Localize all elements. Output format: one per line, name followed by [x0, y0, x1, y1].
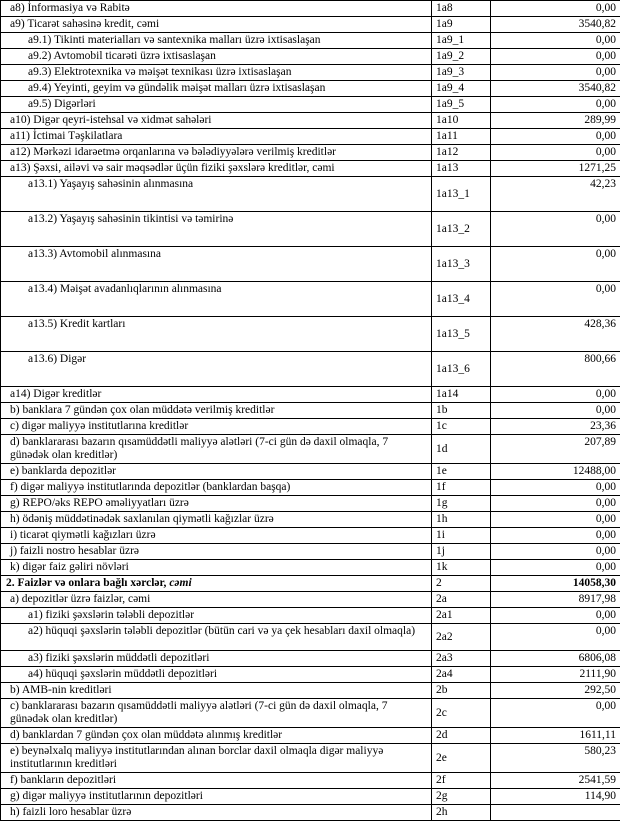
table-row [1, 161, 620, 177]
label-text: a12) Mərkəzi idarəetmə orqanlarına və bələdiyyələrə verilmiş kreditlər [10, 146, 336, 158]
row-code: 1j [432, 544, 491, 560]
row-value: 0,00 [491, 65, 620, 81]
row-code: 1h [432, 512, 491, 528]
row-label [1, 789, 432, 805]
row-code: 2e [432, 744, 491, 773]
table-row [1, 624, 620, 651]
row-label [1, 113, 432, 129]
table-row [1, 419, 620, 435]
row-value: 0,00 [491, 624, 620, 651]
table-row [1, 560, 620, 576]
table-row [1, 480, 620, 496]
table-row [1, 247, 620, 282]
row-value: 0,00 [491, 387, 620, 403]
row-value: 3540,82 [491, 17, 620, 33]
row-value: 6806,08 [491, 651, 620, 667]
row-value: 0,00 [491, 282, 620, 317]
label-text: a9) Ticarət sahəsinə kredit, cəmi [10, 18, 160, 30]
row-value: 1271,25 [491, 161, 620, 177]
label-text: a) depozitlər üzrə faizlər, cəmi [10, 593, 151, 605]
table-row [1, 699, 620, 728]
row-code: 1a9 [432, 17, 491, 33]
row-value: 292,50 [491, 683, 620, 699]
row-label [1, 464, 432, 480]
row-value: 0,00 [491, 608, 620, 624]
row-code: 1a13_3 [432, 247, 491, 282]
row-value: 0,00 [491, 496, 620, 512]
table-row [1, 744, 620, 773]
row-code: 2c [432, 699, 491, 728]
row-code: 1c [432, 419, 491, 435]
row-value: 1611,11 [491, 728, 620, 744]
row-code: 1a12 [432, 145, 491, 161]
label-text: a1) fiziki şəxslərin tələbli depozitlər [28, 609, 195, 621]
table-row [1, 282, 620, 317]
table-row [1, 576, 620, 592]
row-code: 1a9_5 [432, 97, 491, 113]
row-value: 14058,30 [491, 576, 620, 592]
row-code: 1g [432, 496, 491, 512]
table-row [1, 528, 620, 544]
row-value: 207,89 [491, 435, 620, 464]
table-row [1, 789, 620, 805]
table-row [1, 1, 620, 17]
row-value: 289,99 [491, 113, 620, 129]
row-code: 1a13_6 [432, 352, 491, 387]
table-row [1, 805, 620, 821]
row-label [1, 145, 432, 161]
row-code: 2 [432, 576, 491, 592]
row-code: 1i [432, 528, 491, 544]
row-value: 0,00 [491, 480, 620, 496]
row-label [1, 651, 432, 667]
row-code: 1a10 [432, 113, 491, 129]
table-row [1, 667, 620, 683]
row-label [1, 699, 432, 728]
label-text: a2) hüquqi şəxslərin tələbli depozitlər (bütün cari və ya çek hesabları daxil olmaqla) [28, 625, 416, 637]
row-value: 0,00 [491, 528, 620, 544]
row-value: 3540,82 [491, 81, 620, 97]
label-text: a13.3) Avtomobil alınmasına [28, 248, 161, 260]
row-value: 0,00 [491, 145, 620, 161]
label-text: a13) Şəxsi, ailəvi və sair məqsədlər üçün fiziki şəxslərə kreditlər, cəmi [10, 162, 335, 174]
row-value: 114,90 [491, 789, 620, 805]
row-value: 0,00 [491, 544, 620, 560]
label-text: a11) İctimai Təşkilatlara [10, 130, 123, 142]
table-row [1, 464, 620, 480]
row-value: 0,00 [491, 1, 620, 17]
label-text: f) bankların depozitləri [10, 774, 117, 786]
label-text: a4) hüquqi şəxslərin müddətli depozitləri [28, 668, 218, 680]
row-code: 1a11 [432, 129, 491, 145]
table-row [1, 177, 620, 212]
row-value: 428,36 [491, 317, 620, 352]
label-text: b) AMB-nin kreditləri [10, 684, 112, 696]
row-value: 0,00 [491, 512, 620, 528]
table-row [1, 49, 620, 65]
row-code: 1d [432, 435, 491, 464]
label-text: 2. Faizlər və onlara bağlı xərclər, [6, 577, 170, 589]
row-code: 1k [432, 560, 491, 576]
row-value: 2111,90 [491, 667, 620, 683]
table-row [1, 403, 620, 419]
row-label [1, 728, 432, 744]
row-code: 1a9_1 [432, 33, 491, 49]
row-code: 2f [432, 773, 491, 789]
table-row [1, 387, 620, 403]
label-text: i) ticarət qiymətli kağızları üzrə [10, 529, 156, 541]
row-value: 0,00 [491, 247, 620, 282]
row-label [1, 17, 432, 33]
row-code: 2b [432, 683, 491, 699]
row-code: 2h [432, 805, 491, 821]
table-row [1, 544, 620, 560]
label-text: e) beynəlxalq maliyyə institutlarından alınan borclar daxil olmaqla digər maliyyə institutlarının kreditləri [10, 745, 384, 770]
row-code: 2a3 [432, 651, 491, 667]
label-text: a13.1) Yaşayış sahəsinin alınmasına [28, 178, 194, 190]
row-label [1, 805, 432, 821]
table-row [1, 129, 620, 145]
row-label [1, 480, 432, 496]
row-label [1, 212, 432, 247]
row-value: 0,00 [491, 212, 620, 247]
row-label [1, 49, 432, 65]
row-label [1, 512, 432, 528]
label-text: a14) Digər kreditlər [10, 388, 102, 400]
table-row [1, 773, 620, 789]
table-row [1, 728, 620, 744]
row-value: 0,00 [491, 97, 620, 113]
row-label [1, 282, 432, 317]
label-text: a13.6) Digər [28, 353, 87, 365]
table-row [1, 33, 620, 49]
label-text: d) banklararası bazarın qısamüddətli maliyyə alətləri (7-ci gün də daxil olmaqla, 7 günədək olan kreditlər) [10, 436, 389, 461]
row-code: 1a13_2 [432, 212, 491, 247]
row-label [1, 592, 432, 608]
row-code: 1a8 [432, 1, 491, 17]
table-row [1, 651, 620, 667]
label-tail: cəmi [169, 577, 192, 589]
label-text: a10) Digər qeyri-istehsal və xidmət sahələri [10, 114, 212, 126]
row-value: 0,00 [491, 129, 620, 145]
table-row [1, 212, 620, 247]
table-row [1, 81, 620, 97]
row-code: 1a9_2 [432, 49, 491, 65]
row-code: 1a9_3 [432, 65, 491, 81]
label-text: d) banklardan 7 gündən çox olan müddətə alınmış kreditlər [10, 729, 283, 741]
row-label [1, 667, 432, 683]
table-row [1, 608, 620, 624]
row-value: 0,00 [491, 403, 620, 419]
label-text: h) faizli loro hesablar üzrə [10, 806, 132, 818]
label-text: b) banklara 7 gündən çox olan müddətə verilmiş kreditlər [10, 404, 275, 416]
row-value: 12488,00 [491, 464, 620, 480]
row-label [1, 97, 432, 113]
row-code: 2a2 [432, 624, 491, 651]
row-value: 8917,98 [491, 592, 620, 608]
row-code: 1a13_5 [432, 317, 491, 352]
row-label [1, 129, 432, 145]
row-code: 1a13_4 [432, 282, 491, 317]
row-value: 800,66 [491, 352, 620, 387]
row-label [1, 247, 432, 282]
table-row [1, 352, 620, 387]
row-value: 0,00 [491, 560, 620, 576]
row-code: 1e [432, 464, 491, 480]
row-code: 2a4 [432, 667, 491, 683]
label-text: e) banklarda depozitlər [10, 465, 116, 477]
row-label [1, 317, 432, 352]
row-label [1, 608, 432, 624]
row-code: 1a9_4 [432, 81, 491, 97]
row-code: 1b [432, 403, 491, 419]
row-value: 23,36 [491, 419, 620, 435]
label-text: a13.4) Məişət avadanlıqlarının alınmasına [28, 283, 222, 295]
table-row [1, 496, 620, 512]
table-row [1, 97, 620, 113]
table-row [1, 512, 620, 528]
row-label [1, 560, 432, 576]
label-text: a9.4) Yeyinti, geyim və gündəlik məişət malları üzrə ixtisaslaşan [28, 82, 326, 94]
label-text: g) digər maliyyə institutlarının depozitləri [10, 790, 203, 802]
row-code: 2g [432, 789, 491, 805]
row-label [1, 33, 432, 49]
table-row [1, 435, 620, 464]
row-value: 42,23 [491, 177, 620, 212]
label-text: c) banklararası bazarın qısamüddətli maliyyə alətləri (7-ci gün də daxil olmaqla, 7 günədək olan kreditlər) [10, 700, 388, 725]
label-text: k) digər faiz gəliri növləri [10, 561, 129, 573]
label-text: a8) İnformasiya və Rabitə [10, 2, 130, 14]
row-code: 2d [432, 728, 491, 744]
table-row [1, 113, 620, 129]
row-code: 2a [432, 592, 491, 608]
table-row [1, 592, 620, 608]
table-body [1, 1, 620, 821]
table-row [1, 317, 620, 352]
label-text: a9.2) Avtomobil ticarəti üzrə ixtisaslaşan [28, 50, 216, 62]
label-text: c) digər maliyyə institutlarına kreditlər [10, 420, 189, 432]
label-text: a3) fiziki şəxslərin müddətli depozitləri [28, 652, 210, 664]
label-text: g) REPO/əks REPO əməliyyatları üzrə [10, 497, 189, 509]
row-label [1, 81, 432, 97]
label-text: f) digər maliyyə institutlarında depozitlər (banklardan başqa) [10, 481, 291, 493]
table-row [1, 17, 620, 33]
row-value [491, 805, 620, 821]
row-label [1, 161, 432, 177]
row-code: 1a14 [432, 387, 491, 403]
row-label [1, 496, 432, 512]
row-label [1, 544, 432, 560]
label-text: a13.2) Yaşayış sahəsinin tikintisi və təmirinə [28, 213, 234, 225]
row-value: 0,00 [491, 33, 620, 49]
row-label [1, 435, 432, 464]
row-code: 1a13_1 [432, 177, 491, 212]
table-row [1, 65, 620, 81]
row-code: 2a1 [432, 608, 491, 624]
row-code: 1a13 [432, 161, 491, 177]
label-text: a9.5) Digərləri [28, 98, 96, 110]
row-label [1, 387, 432, 403]
label-text: j) faizli nostro hesablar üzrə [10, 545, 139, 557]
row-label [1, 403, 432, 419]
label-text: a9.3) Elektrotexnika və məişət texnikası üzrə ixtisaslaşan [28, 66, 292, 78]
row-label [1, 744, 432, 773]
row-value: 0,00 [491, 49, 620, 65]
row-label [1, 65, 432, 81]
row-label [1, 419, 432, 435]
row-code: 1f [432, 480, 491, 496]
row-label [1, 624, 432, 651]
row-value: 2541,59 [491, 773, 620, 789]
table-row [1, 145, 620, 161]
label-text: a13.5) Kredit kartları [28, 318, 126, 330]
table-row [1, 683, 620, 699]
row-label [1, 528, 432, 544]
row-value: 580,23 [491, 744, 620, 773]
row-label [1, 576, 432, 592]
row-label [1, 177, 432, 212]
row-label [1, 683, 432, 699]
row-value: 0,00 [491, 699, 620, 728]
label-text: a9.1) Tikinti materialları və santexnika malları üzrə ixtisaslaşan [28, 34, 321, 46]
label-text: h) ödəniş müddətinədək saxlanılan qiymətli kağızlar üzrə [10, 513, 274, 525]
row-label [1, 1, 432, 17]
row-label [1, 352, 432, 387]
row-label [1, 773, 432, 789]
